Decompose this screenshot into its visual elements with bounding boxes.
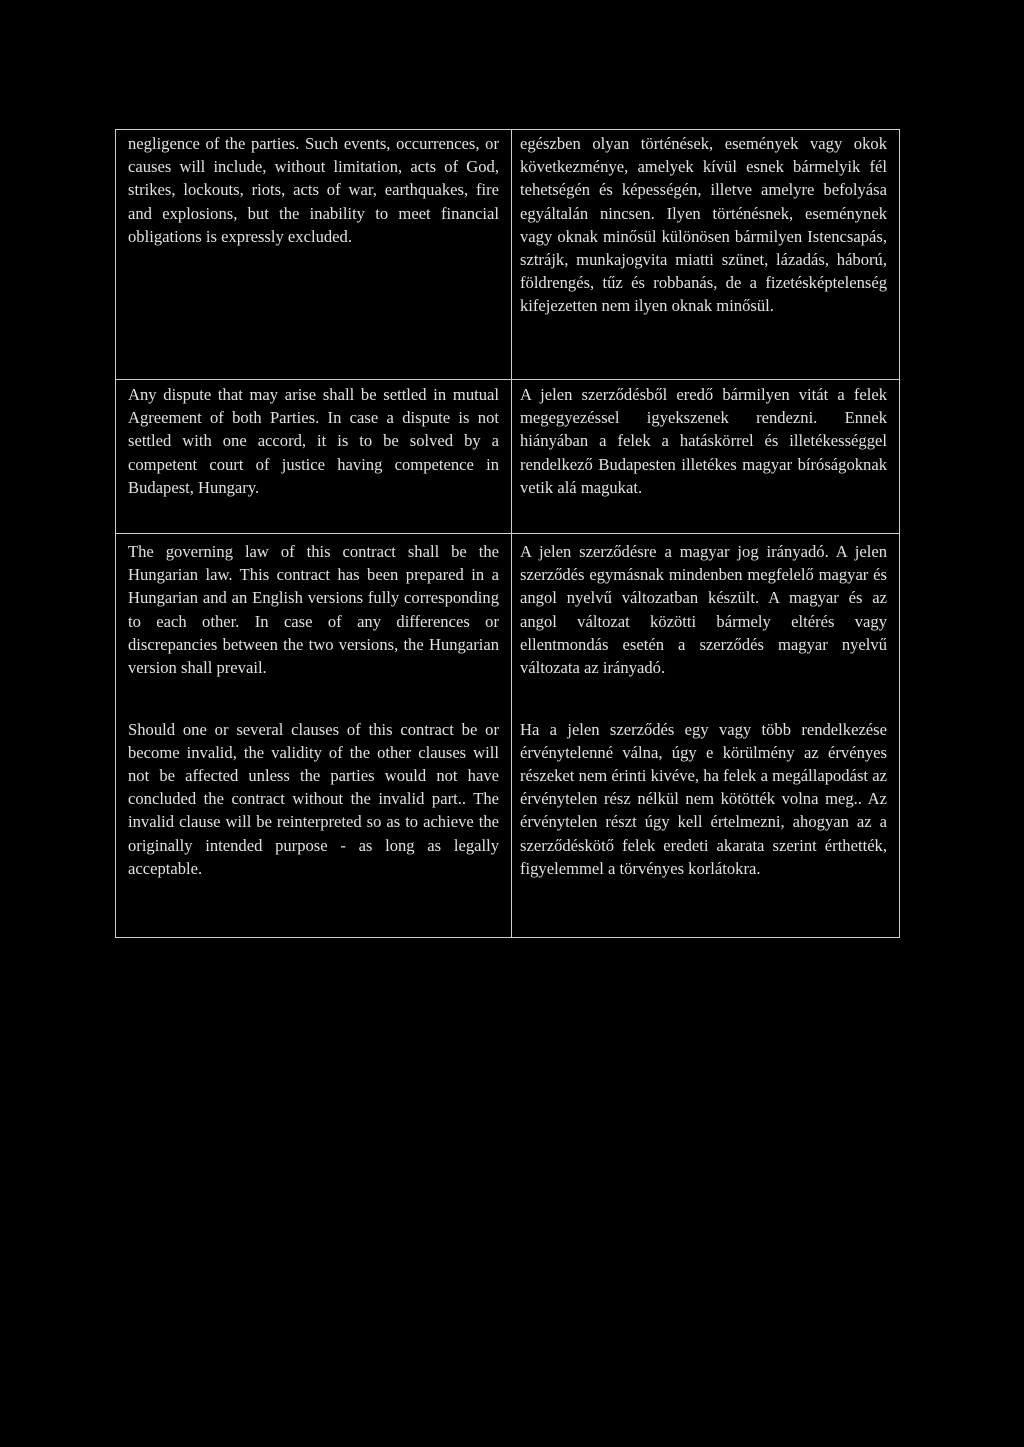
clause-hungarian-text: A jelen szerződésből eredő bármilyen vitát a felek megegyezéssel igyekszenek rendezni. Ennek hiányában a felek a hatáskörrel és illetékességgel rendelkező Budapesten illetékes magyar bíróságoknak vetik alá magukat. bbox=[520, 385, 887, 497]
clause-english-cell bbox=[116, 710, 512, 938]
clause-english-cell bbox=[116, 380, 512, 534]
clause-english-text: Should one or several clauses of this contract be or become invalid, the validity of the other clauses will not be affected unless the parties would not have concluded the contract without the invalid part.. The invalid clause will be reinterpreted so as to achieve the originally intended purpose - as long as legally acceptable. bbox=[128, 719, 499, 878]
clause-hungarian-cell bbox=[512, 534, 900, 710]
clause-english-text: Any dispute that may arise shall be settled in mutual Agreement of both Parties. In case a dispute is not settled with one accord, it is to be solved by a competent court of justice having competence in Budapest, Hungary. bbox=[128, 385, 499, 497]
clause-hungarian-cell bbox=[512, 710, 900, 938]
clause-english-text: The governing law of this contract shall be the Hungarian law. This contract has been prepared in a Hungarian and an English versions fully corresponding to each other. In case of any differences or discrepancies between the two versions, the Hungarian version shall prevail. bbox=[128, 542, 499, 678]
clause-row-force-majeure bbox=[116, 130, 900, 380]
clause-hungarian-text: A jelen szerződésre a magyar jog irányadó. A jelen szerződés egymásnak mindenben megfelelő magyar és angol nyelvű változatban készült. A magyar és az angol változat közötti bármely eltérés vagy ellentmondás esetén a szerződés magyar nyelvű változata az irányadó. bbox=[520, 542, 887, 678]
clause-english-text: negligence of the parties. Such events, occurrences, or causes will include, without limitation, acts of God, strikes, lockouts, riots, acts of war, earthquakes, fire and explosions, but the inability to meet financial obligations is expressly excluded. bbox=[128, 134, 499, 246]
clause-hungarian-text: Ha a jelen szerződés egy vagy több rendelkezése érvénytelenné válna, úgy e körülmény az érvényes részeket nem érinti kivéve, ha felek a megállapodást az érvénytelen rész nélkül nem kötötték volna meg.. Az érvénytelen részt úgy kell értelmezni, ahogyan az a szerződéskötő felek eredeti akarata szerint érthették, figyelemmel a törvényes korlátokra. bbox=[520, 719, 887, 878]
clause-hungarian-cell bbox=[512, 380, 900, 534]
clause-english-cell bbox=[116, 534, 512, 710]
clause-row-disputes bbox=[116, 380, 900, 534]
clause-row-severability bbox=[116, 710, 900, 938]
bilingual-contract-table bbox=[115, 129, 900, 938]
clause-hungarian-cell bbox=[512, 130, 900, 380]
clause-english-cell bbox=[116, 130, 512, 380]
clause-hungarian-text: egészben olyan történések, események vagy okok következménye, amelyek kívül esnek bármelyik fél tehetségén és képességén, illetve amelyre befolyása egyáltalán nincsen. Ilyen történésnek, eseménynek vagy oknak minősül különösen bármilyen Istencsapás, sztrájk, munkajogvita miatti szünet, lázadás, háború, földrengés, tűz és robbanás, de a fizetésképtelenség kifejezetten nem ilyen oknak minősül. bbox=[520, 134, 887, 316]
clause-row-governing-law bbox=[116, 534, 900, 710]
